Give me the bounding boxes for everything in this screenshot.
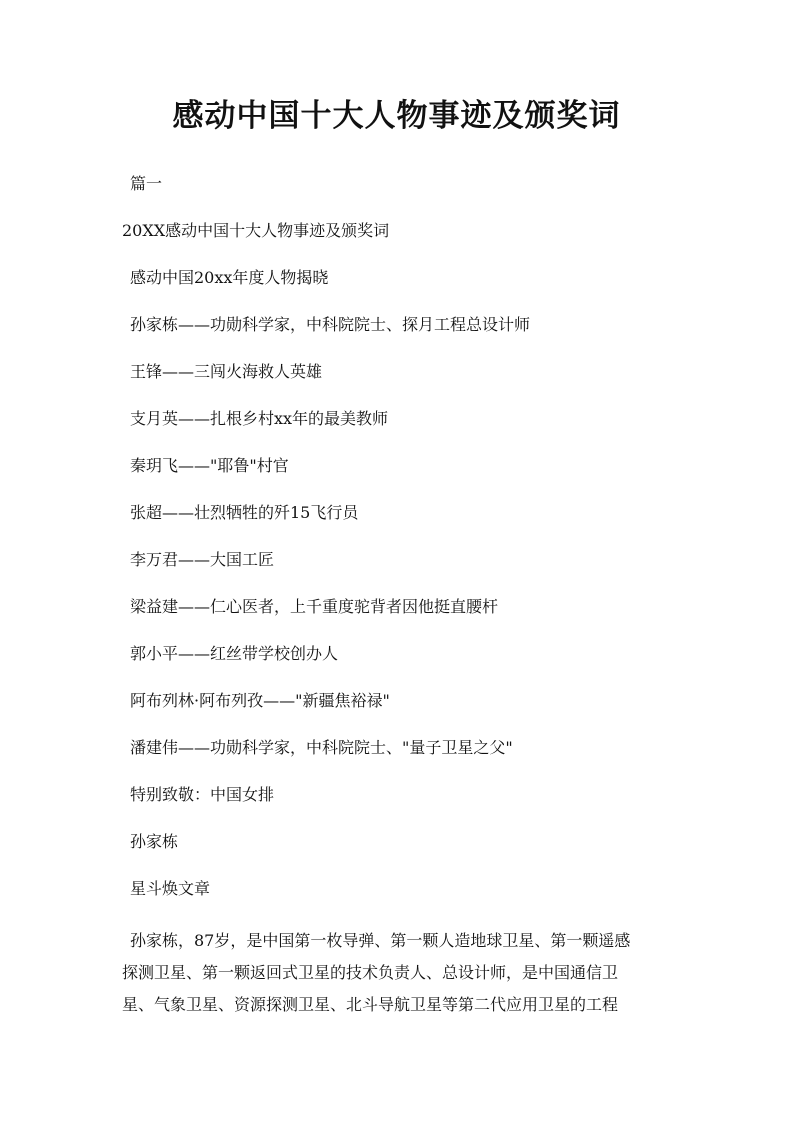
- honoree-line: 潘建伟——功勋科学家，中科院院士、"量子卫星之父": [130, 738, 513, 757]
- honoree-line: 支月英——扎根乡村xx年的最美教师: [130, 409, 389, 428]
- section-heading: 篇一: [130, 174, 163, 193]
- paragraph-line: 星、气象卫星、资源探测卫星、北斗导航卫星等第二代应用卫星的工程: [122, 995, 619, 1014]
- paragraph-line: 探测卫星、第一颗返回式卫星的技术负责人、总设计师，是中国通信卫: [122, 963, 619, 982]
- honoree-line: 孙家栋——功勋科学家，中科院院士、探月工程总设计师: [130, 315, 531, 334]
- honoree-line: 阿布列林·阿布列孜——"新疆焦裕禄": [130, 691, 390, 710]
- honoree-line: 郭小平——红丝带学校创办人: [130, 644, 339, 663]
- document-title: 感动中国十大人物事迹及颁奖词: [172, 98, 621, 134]
- honoree-line: 秦玥飞——"耶鲁"村官: [130, 456, 289, 475]
- subtitle-line: 20XX感动中国十大人物事迹及颁奖词: [122, 221, 390, 240]
- paragraph-line: 孙家栋，87岁，是中国第一枚导弹、第一颗人造地球卫星、第一颗遥感: [130, 931, 631, 950]
- special-tribute-line: 特别致敬：中国女排: [130, 785, 275, 804]
- person-subheading: 星斗焕文章: [130, 879, 211, 898]
- body-paragraph: [122, 925, 678, 1021]
- honoree-line: 李万君——大国工匠: [130, 550, 275, 569]
- honoree-line: 王锋——三闯火海救人英雄: [130, 362, 323, 381]
- honoree-line: 梁益建——仁心医者，上千重度驼背者因他挺直腰杆: [130, 597, 499, 616]
- text-line: 感动中国20xx年度人物揭晓: [130, 268, 329, 287]
- honoree-line: 张超——壮烈牺牲的歼15飞行员: [130, 503, 359, 522]
- person-heading: 孙家栋: [130, 832, 179, 851]
